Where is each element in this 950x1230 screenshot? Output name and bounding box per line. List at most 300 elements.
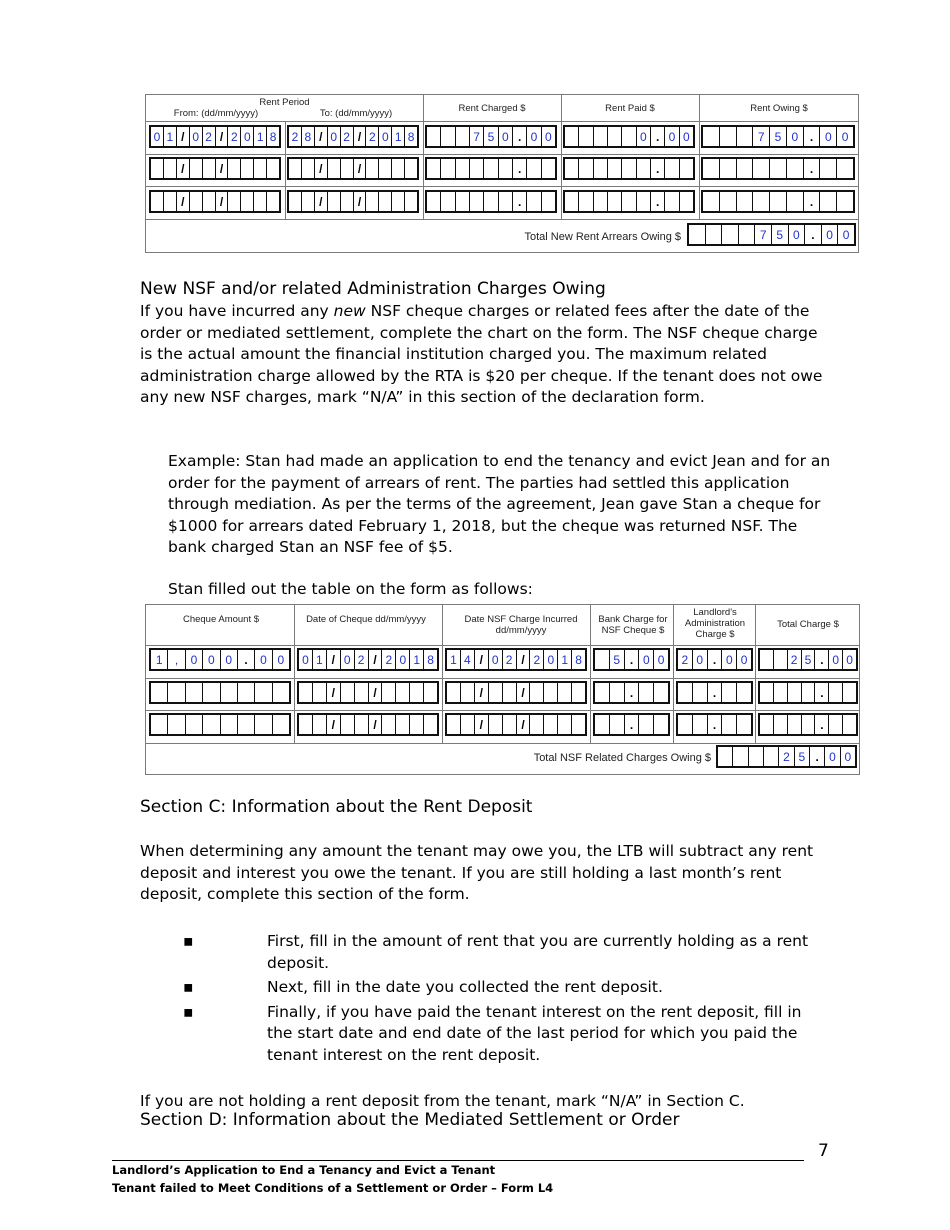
digit-cell <box>164 159 177 178</box>
digit-cell <box>788 683 802 702</box>
digit-cell <box>722 715 737 734</box>
digit-cell <box>405 159 417 178</box>
digit-cell <box>565 159 579 178</box>
digit-cell <box>190 159 203 178</box>
digit-cell <box>787 159 804 178</box>
digit-cell: 0 <box>665 127 679 146</box>
digit-cell: 0 <box>637 127 651 146</box>
digit-cell: 0 <box>379 127 392 146</box>
digit-cell <box>441 192 455 211</box>
digit-cell: 0 <box>499 127 513 146</box>
digit-cell: 0 <box>544 650 558 669</box>
rent-paid-input[interactable] <box>563 125 695 148</box>
list-item: ▪ Finally, if you have paid the tenant interest on the rent deposit, fill in the start date and end date of the last period for which you paid the tenant interest on the rent deposit. <box>183 1002 802 1064</box>
digit-cell <box>788 715 802 734</box>
digit-cell: 2 <box>366 127 379 146</box>
digit-cell: 2 <box>779 747 794 766</box>
digit-cell: / <box>475 650 489 669</box>
digit-cell <box>355 683 369 702</box>
digit-cell <box>499 159 513 178</box>
total-charge-input[interactable] <box>758 681 858 704</box>
nsf-date-input[interactable] <box>445 648 587 671</box>
total-charge-header: Total Charge $ <box>777 619 839 630</box>
rent-from-date-input[interactable] <box>149 190 281 213</box>
digit-cell <box>637 192 651 211</box>
digit-cell <box>484 192 498 211</box>
cheque-amount-header: Cheque Amount $ <box>182 614 260 625</box>
digit-cell: . <box>625 650 640 669</box>
digit-cell: 5 <box>770 127 787 146</box>
digit-cell <box>722 683 737 702</box>
digit-cell: . <box>513 159 527 178</box>
page-number: 7 <box>818 1141 829 1161</box>
digit-cell: 1 <box>558 650 572 669</box>
digit-cell: / <box>475 683 489 702</box>
digit-cell <box>447 683 461 702</box>
digit-cell <box>680 192 693 211</box>
digit-cell: 0 <box>844 749 852 764</box>
cheque-amount-input[interactable] <box>149 648 291 671</box>
digit-cell <box>760 650 774 669</box>
digit-cell: 2 <box>228 127 241 146</box>
digit-cell <box>255 715 272 734</box>
digit-cell <box>678 683 693 702</box>
digit-cell <box>151 683 168 702</box>
digit-cell: 5 <box>484 127 498 146</box>
digit-cell <box>151 159 164 178</box>
admin-charge-input[interactable] <box>676 648 753 671</box>
digit-cell: 1 <box>151 650 168 669</box>
cheque-date-input[interactable] <box>297 713 439 736</box>
digit-cell: 0 <box>722 650 737 669</box>
digit-cell: 0 <box>489 650 503 669</box>
digit-cell: 1 <box>392 127 405 146</box>
digit-cell <box>837 192 853 211</box>
rent-period-header: Rent Period <box>259 97 310 108</box>
from-header: From: (dd/mm/yyyy) <box>173 108 259 119</box>
digit-cell: 7 <box>753 127 770 146</box>
digit-cell <box>355 715 369 734</box>
rent-to-date-input[interactable] <box>287 190 419 213</box>
digit-cell <box>622 159 636 178</box>
digit-cell <box>558 683 572 702</box>
digit-cell: 2 <box>355 650 369 669</box>
digit-cell <box>610 683 625 702</box>
rent-to-date-input[interactable] <box>287 125 419 148</box>
digit-cell: . <box>804 127 821 146</box>
digit-cell: 2 <box>678 650 693 669</box>
admin-charge-input[interactable] <box>676 713 753 736</box>
digit-cell: 1 <box>254 127 267 146</box>
digit-cell <box>733 747 748 766</box>
digit-cell <box>503 715 517 734</box>
digit-cell <box>579 159 593 178</box>
digit-cell: 2 <box>788 650 802 669</box>
digit-cell: / <box>177 159 190 178</box>
digit-cell <box>470 192 484 211</box>
rent-total-label: Total New Rent Arrears Owing $ <box>524 231 681 243</box>
digit-cell <box>764 747 779 766</box>
digit-cell <box>665 159 679 178</box>
digit-cell <box>461 715 475 734</box>
digit-cell <box>595 650 610 669</box>
rent-total-input[interactable] <box>687 223 856 246</box>
digit-cell <box>427 127 441 146</box>
rent-paid-input[interactable] <box>563 157 695 180</box>
digit-cell <box>203 683 220 702</box>
digit-cell <box>665 192 679 211</box>
digit-cell: . <box>708 715 723 734</box>
digit-cell <box>595 683 610 702</box>
total-charge-input[interactable] <box>758 648 858 671</box>
digit-cell <box>392 159 405 178</box>
digit-cell <box>299 683 313 702</box>
digit-cell: . <box>651 159 665 178</box>
rent-from-date-input[interactable] <box>149 157 281 180</box>
rent-to-date-input[interactable] <box>287 157 419 180</box>
digit-cell: 0 <box>544 129 552 144</box>
section-c-intro: When determining any amount the tenant may owe you, the LTB will subtract any rent deposit and interest you owe the tenant. If you are still holding a last month’s rent deposit, complete this section of the form. <box>140 842 814 903</box>
digit-cell: 5 <box>795 747 810 766</box>
digit-cell <box>273 715 289 734</box>
digit-cell: 8 <box>269 129 277 144</box>
digit-cell: / <box>517 650 531 669</box>
digit-cell: / <box>177 192 190 211</box>
digit-cell <box>341 715 355 734</box>
digit-cell <box>313 715 327 734</box>
digit-cell: / <box>327 650 341 669</box>
digit-cell <box>594 127 608 146</box>
digit-cell: 2 <box>530 650 544 669</box>
section-c-closing: If you are not holding a rent deposit from the tenant, mark “N/A” in Section C. <box>140 1092 745 1110</box>
digit-cell: . <box>625 683 640 702</box>
digit-cell <box>151 715 168 734</box>
digit-cell <box>289 159 302 178</box>
digit-cell <box>774 650 788 669</box>
cheque-amount-input[interactable] <box>149 681 291 704</box>
digit-cell <box>594 192 608 211</box>
nsf-date-input[interactable] <box>445 713 587 736</box>
bank-charge-input[interactable] <box>593 681 670 704</box>
digit-cell: / <box>327 683 341 702</box>
digit-cell <box>820 192 837 211</box>
digit-cell <box>186 715 203 734</box>
bank-charge-input[interactable] <box>593 648 670 671</box>
digit-cell: . <box>708 650 723 669</box>
digit-cell <box>427 159 441 178</box>
digit-cell <box>720 159 737 178</box>
digit-cell <box>737 192 754 211</box>
digit-cell <box>503 683 517 702</box>
cheque-date-header: Date of Cheque dd/mm/yyyy <box>306 614 426 625</box>
footer-line-2: Tenant failed to Meet Conditions of a Settlement or Order – Form L4 <box>112 1181 554 1195</box>
digit-cell: 8 <box>302 127 315 146</box>
digit-cell: 1 <box>410 650 424 669</box>
digit-cell <box>527 159 541 178</box>
digit-cell: 5 <box>610 650 625 669</box>
admin-charge-input[interactable] <box>676 681 753 704</box>
digit-cell <box>392 192 405 211</box>
rent-owing-input[interactable] <box>701 125 855 148</box>
digit-cell: . <box>513 127 527 146</box>
digit-cell: / <box>216 127 229 146</box>
digit-cell <box>565 127 579 146</box>
digit-cell: / <box>517 683 531 702</box>
digit-cell <box>410 683 424 702</box>
digit-cell <box>802 683 816 702</box>
digit-cell: / <box>315 127 328 146</box>
digit-cell <box>572 715 585 734</box>
digit-cell <box>341 683 355 702</box>
digit-cell <box>774 715 788 734</box>
digit-cell: / <box>315 159 328 178</box>
section-d-heading: Section D: Information about the Mediated Settlement or Order <box>140 1110 680 1130</box>
digit-cell <box>737 127 754 146</box>
digit-cell: 0 <box>203 650 220 669</box>
digit-cell: / <box>216 192 229 211</box>
digit-cell <box>366 159 379 178</box>
digit-cell <box>693 715 708 734</box>
digit-cell <box>273 683 289 702</box>
example-follow: Stan filled out the table on the form as follows: <box>168 580 533 598</box>
digit-cell: / <box>369 715 383 734</box>
digit-cell <box>749 747 764 766</box>
digit-cell <box>299 715 313 734</box>
nsf-total-label: Total NSF Related Charges Owing $ <box>533 752 711 764</box>
digit-cell <box>802 715 816 734</box>
bank-charge-input[interactable] <box>593 713 670 736</box>
digit-cell <box>405 192 417 211</box>
digit-cell: / <box>517 715 531 734</box>
section-c-bullets <box>183 931 823 1069</box>
total-charge-input[interactable] <box>758 713 858 736</box>
digit-cell <box>341 159 354 178</box>
digit-cell <box>558 715 572 734</box>
digit-cell <box>703 192 720 211</box>
admin-charge-header: Landlord's Administration Charge $ <box>684 607 746 640</box>
nsf-total-input[interactable] <box>716 745 857 768</box>
digit-cell: 0 <box>186 650 203 669</box>
rent-charged-input[interactable] <box>425 125 557 148</box>
digit-cell <box>238 715 255 734</box>
digit-cell <box>441 127 455 146</box>
nsf-date-header: Date NSF Charge Incurred dd/mm/yyyy <box>464 614 578 636</box>
digit-cell <box>572 683 585 702</box>
digit-cell: 4 <box>461 650 475 669</box>
digit-cell <box>608 159 622 178</box>
digit-cell <box>843 715 856 734</box>
digit-cell: 0 <box>190 127 203 146</box>
digit-cell: 0 <box>639 650 654 669</box>
digit-cell: . <box>804 159 821 178</box>
digit-cell <box>829 715 843 734</box>
digit-cell: , <box>168 650 185 669</box>
digit-cell <box>693 683 708 702</box>
digit-cell <box>190 192 203 211</box>
digit-cell <box>639 715 654 734</box>
digit-cell <box>267 159 279 178</box>
rent-paid-input[interactable] <box>563 190 695 213</box>
rent-owing-input[interactable] <box>701 190 855 213</box>
digit-cell <box>484 159 498 178</box>
rent-paid-header: Rent Paid $ <box>605 103 655 114</box>
cheque-date-input[interactable] <box>297 681 439 704</box>
digit-cell <box>302 192 315 211</box>
digit-cell <box>760 683 774 702</box>
digit-cell <box>241 159 254 178</box>
digit-cell <box>341 192 354 211</box>
digit-cell <box>396 683 410 702</box>
digit-cell: . <box>805 225 822 244</box>
digit-cell <box>579 127 593 146</box>
digit-cell: 0 <box>277 652 285 667</box>
digit-cell <box>241 192 254 211</box>
digit-cell: . <box>513 192 527 211</box>
digit-cell <box>608 127 622 146</box>
digit-cell: . <box>815 683 829 702</box>
digit-cell: 0 <box>241 127 254 146</box>
digit-cell <box>456 127 470 146</box>
digit-cell: 5 <box>772 225 789 244</box>
rent-charged-input[interactable] <box>425 190 557 213</box>
digit-cell <box>739 225 756 244</box>
rent-charged-header: Rent Charged $ <box>458 103 526 114</box>
digit-cell <box>565 192 579 211</box>
digit-cell <box>753 159 770 178</box>
rent-from-date-input[interactable] <box>149 125 281 148</box>
digit-cell <box>379 159 392 178</box>
digit-cell: 1 <box>447 650 461 669</box>
digit-cell <box>753 192 770 211</box>
digit-cell: 8 <box>407 129 415 144</box>
digit-cell <box>461 683 475 702</box>
digit-cell <box>424 683 437 702</box>
digit-cell <box>441 159 455 178</box>
digit-cell: . <box>815 650 829 669</box>
digit-cell <box>228 159 241 178</box>
section-c-heading: Section C: Information about the Rent Deposit <box>140 797 533 817</box>
nsf-paragraph: If you have incurred any new NSF cheque charges or related fees after the date of the order or mediated settlement, complete the chart on the form. The NSF cheque charge is the actual amount the financial institution charged you. The maximum related administration charge allowed by the RTA is $20 per cheque. If the tenant does not owe any new NSF charges, mark “N/A” in this section of the declaration form. <box>140 302 823 406</box>
rent-owing-header: Rent Owing $ <box>750 103 808 114</box>
digit-cell: 0 <box>221 650 238 669</box>
digit-cell: . <box>238 650 255 669</box>
digit-cell: 0 <box>682 129 690 144</box>
digit-cell <box>703 159 720 178</box>
digit-cell <box>608 192 622 211</box>
digit-cell: 8 <box>575 652 582 667</box>
digit-cell: / <box>315 192 328 211</box>
digit-cell: 0 <box>396 650 410 669</box>
digit-cell: . <box>804 192 821 211</box>
digit-cell <box>544 683 558 702</box>
digit-cell <box>720 192 737 211</box>
digit-cell: 0 <box>657 652 665 667</box>
digit-cell: / <box>369 683 383 702</box>
digit-cell: 0 <box>789 225 806 244</box>
digit-cell <box>722 225 739 244</box>
digit-cell <box>829 683 843 702</box>
digit-cell: 0 <box>151 127 164 146</box>
digit-cell <box>203 715 220 734</box>
digit-cell <box>843 683 856 702</box>
bank-charge-header: Bank Charge for NSF Cheque $ <box>598 614 668 636</box>
digit-cell <box>489 683 503 702</box>
digit-cell: 0 <box>842 227 850 242</box>
digit-cell <box>760 715 774 734</box>
digit-cell <box>837 159 853 178</box>
digit-cell <box>530 715 544 734</box>
digit-cell: 0 <box>841 129 849 144</box>
digit-cell <box>254 159 267 178</box>
digit-cell <box>382 715 396 734</box>
digit-cell <box>379 192 392 211</box>
digit-cell <box>254 192 267 211</box>
digit-cell: 2 <box>503 650 517 669</box>
digit-cell <box>382 683 396 702</box>
rent-owing-input[interactable] <box>701 157 855 180</box>
digit-cell <box>542 192 555 211</box>
digit-cell <box>328 192 341 211</box>
digit-cell <box>470 159 484 178</box>
digit-cell <box>527 192 541 211</box>
digit-cell: . <box>651 127 665 146</box>
digit-cell <box>255 683 272 702</box>
digit-cell <box>718 747 733 766</box>
digit-cell: / <box>354 159 367 178</box>
digit-cell: 2 <box>289 127 302 146</box>
digit-cell <box>366 192 379 211</box>
digit-cell <box>168 683 185 702</box>
digit-cell: / <box>354 192 367 211</box>
digit-cell: 7 <box>755 225 772 244</box>
digit-cell: 0 <box>740 652 748 667</box>
digit-cell <box>770 159 787 178</box>
digit-cell <box>622 127 636 146</box>
digit-cell: 0 <box>341 650 355 669</box>
digit-cell: 2 <box>382 650 396 669</box>
digit-cell <box>542 159 555 178</box>
digit-cell: . <box>708 683 723 702</box>
rent-charged-input[interactable] <box>425 157 557 180</box>
nsf-date-input[interactable] <box>445 681 587 704</box>
cheque-date-input[interactable] <box>297 648 439 671</box>
digit-cell <box>228 192 241 211</box>
digit-cell <box>703 127 720 146</box>
digit-cell: / <box>327 715 341 734</box>
digit-cell <box>680 159 693 178</box>
cheque-amount-input[interactable] <box>149 713 291 736</box>
footer-line-1: Landlord’s Application to End a Tenancy and Evict a Tenant <box>112 1163 496 1177</box>
digit-cell: / <box>369 650 383 669</box>
digit-cell <box>689 225 706 244</box>
digit-cell: 7 <box>470 127 484 146</box>
digit-cell <box>622 192 636 211</box>
digit-cell <box>774 683 788 702</box>
digit-cell: 0 <box>787 127 804 146</box>
digit-cell <box>787 192 804 211</box>
digit-cell <box>544 715 558 734</box>
digit-cell <box>221 683 238 702</box>
digit-cell: / <box>475 715 489 734</box>
digit-cell: 5 <box>802 650 816 669</box>
example-label: Example: <box>168 452 241 470</box>
digit-cell <box>820 159 837 178</box>
digit-cell <box>639 683 654 702</box>
digit-cell <box>594 159 608 178</box>
digit-cell <box>637 159 651 178</box>
digit-cell <box>456 159 470 178</box>
digit-cell: 0 <box>846 652 853 667</box>
